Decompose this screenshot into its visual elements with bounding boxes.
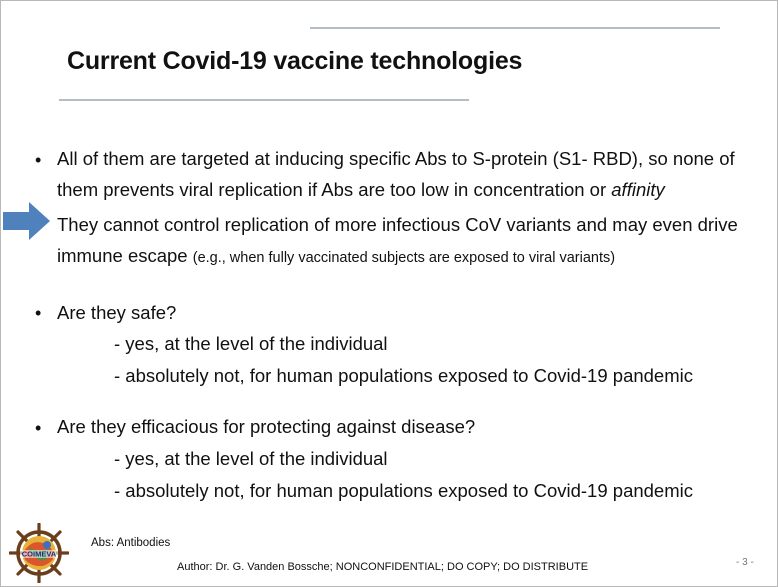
point-2-answer-2: - absolutely not, for human populations exposed to Covid-19 pandemic <box>114 365 693 386</box>
point-1-followup-body: They cannot control replication of more infectious CoV variants and may even drive immune escape <box>57 214 738 266</box>
point-1-emphasis: affinity <box>611 179 665 200</box>
point-3-answer-2: - absolutely not, for human populations exposed to Covid-19 pandemic <box>114 480 693 501</box>
page-number: - 3 - <box>736 557 754 568</box>
title-bottom-rule <box>59 99 469 101</box>
bullet-marker: • <box>35 418 42 438</box>
footer-author: Author: Dr. G. Vanden Bossche; NONCONFIDENTIAL; DO COPY; DO DISTRIBUTE <box>177 561 589 573</box>
bullet-marker: • <box>35 303 42 323</box>
bullet-marker: • <box>35 150 42 170</box>
slide-title: Current Covid-19 vaccine technologies <box>67 47 523 75</box>
point-1-followup-note: (e.g., when fully vaccinated subjects are exposed to viral variants) <box>192 250 616 266</box>
point-2-answer-1: - yes, at the level of the individual <box>114 333 388 354</box>
title-top-rule <box>310 27 720 29</box>
point-3-answer-1: - yes, at the level of the individual <box>114 448 388 469</box>
right-arrow-icon <box>3 201 51 241</box>
point-1-body: All of them are targeted at inducing specific Abs to S-protein (S1- RBD), so none of them prevents viral replication if Abs are too low in concentration or <box>57 148 735 200</box>
point-1-followup <box>57 209 757 274</box>
abbreviation-note: Abs: Antibodies <box>91 537 171 549</box>
logo-text: COIMEVA <box>21 549 57 559</box>
ship-wheel-logo <box>9 523 69 583</box>
point-2-question: Are they safe? <box>57 302 177 323</box>
point-1-text <box>57 143 757 205</box>
point-3-question: Are they efficacious for protecting against disease? <box>57 416 476 437</box>
